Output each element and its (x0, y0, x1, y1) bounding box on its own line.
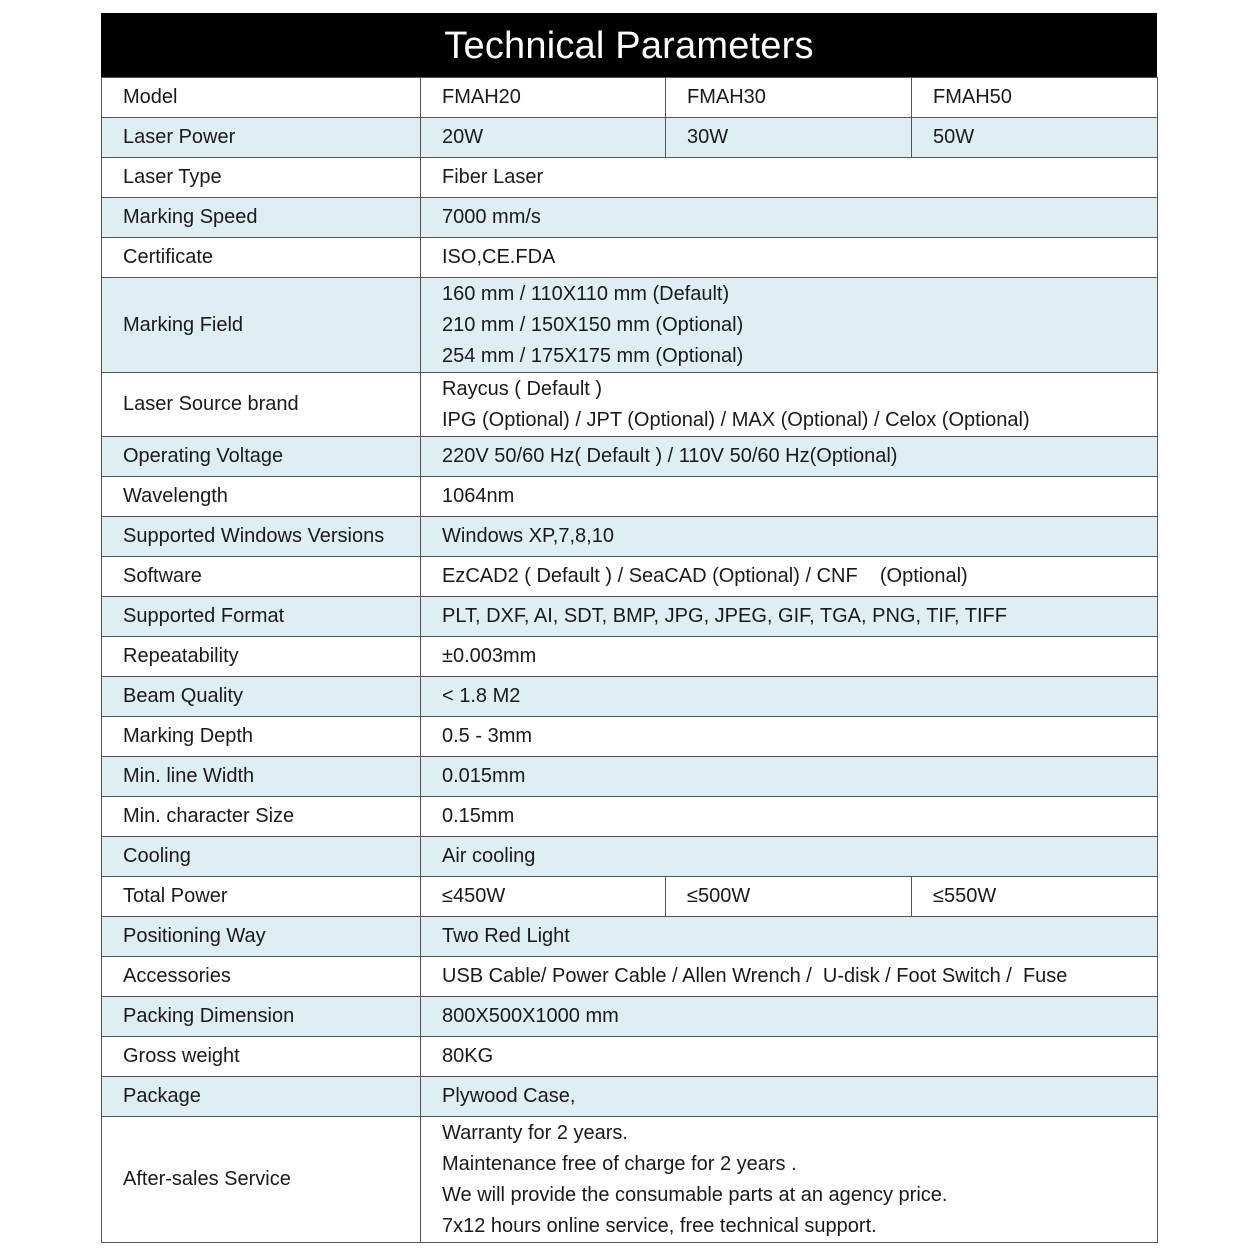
table-row (102, 837, 1158, 877)
row-value-multiline (421, 1117, 1158, 1243)
table-row (102, 957, 1158, 997)
table-row (102, 677, 1158, 717)
row-label: Marking Field (102, 278, 421, 373)
table-row (102, 1117, 1158, 1243)
table-row (102, 78, 1158, 118)
spec-sheet (101, 13, 1157, 1243)
row-label: Min. character Size (102, 797, 421, 837)
table-row (102, 118, 1158, 158)
value-line: 254 mm / 175X175 mm (Optional) (442, 344, 744, 367)
total-power-cell: ≤500W (666, 877, 912, 917)
row-label: Packing Dimension (102, 997, 421, 1037)
row-label: Wavelength (102, 477, 421, 517)
row-value: 0.015mm (421, 757, 1158, 797)
row-value: 220V 50/60 Hz( Default ) / 110V 50/60 Hz(Optional) (421, 437, 1158, 477)
table-row (102, 198, 1158, 238)
value-line: Warranty for 2 years. (442, 1121, 628, 1144)
row-label: Software (102, 557, 421, 597)
row-value: Two Red Light (421, 917, 1158, 957)
laser-power-cell: 30W (666, 118, 912, 158)
row-label: Model (102, 78, 421, 118)
table-row (102, 877, 1158, 917)
row-label: Gross weight (102, 1037, 421, 1077)
row-label: Cooling (102, 837, 421, 877)
table-row (102, 238, 1158, 278)
spec-table (101, 77, 1158, 1243)
row-label: Operating Voltage (102, 437, 421, 477)
row-value-multiline (421, 373, 1158, 437)
row-value: 800X500X1000 mm (421, 997, 1158, 1037)
table-row (102, 797, 1158, 837)
table-row (102, 717, 1158, 757)
row-value: PLT, DXF, AI, SDT, BMP, JPG, JPEG, GIF, TGA, PNG, TIF, TIFF (421, 597, 1158, 637)
laser-power-cell: 20W (421, 118, 666, 158)
table-row (102, 437, 1158, 477)
total-power-cell: ≤450W (421, 877, 666, 917)
table-row (102, 477, 1158, 517)
row-value: < 1.8 M2 (421, 677, 1158, 717)
row-label: Supported Windows Versions (102, 517, 421, 557)
row-label: Package (102, 1077, 421, 1117)
model-cell: FMAH50 (912, 78, 1158, 118)
row-value-multiline (421, 278, 1158, 373)
row-value: 7000 mm/s (421, 198, 1158, 238)
row-label: Beam Quality (102, 677, 421, 717)
table-row (102, 757, 1158, 797)
row-label: Marking Depth (102, 717, 421, 757)
row-label: Accessories (102, 957, 421, 997)
row-value: Windows XP,7,8,10 (421, 517, 1158, 557)
laser-power-cell: 50W (912, 118, 1158, 158)
row-label: Laser Source brand (102, 373, 421, 437)
value-line: We will provide the consumable parts at an agency price. (442, 1183, 948, 1206)
table-row (102, 373, 1158, 437)
row-label: Repeatability (102, 637, 421, 677)
table-row (102, 1077, 1158, 1117)
table-row (102, 997, 1158, 1037)
row-value: 0.15mm (421, 797, 1158, 837)
row-label: Supported Format (102, 597, 421, 637)
row-label: Min. line Width (102, 757, 421, 797)
row-label: Laser Type (102, 158, 421, 198)
row-value: ISO,CE.FDA (421, 238, 1158, 278)
table-row (102, 557, 1158, 597)
model-cell: FMAH30 (666, 78, 912, 118)
row-value: EzCAD2 ( Default ) / SeaCAD (Optional) / CNF (Optional) (421, 557, 1158, 597)
total-power-cell: ≤550W (912, 877, 1158, 917)
row-value: 1064nm (421, 477, 1158, 517)
row-label: Positioning Way (102, 917, 421, 957)
table-row (102, 278, 1158, 373)
table-row (102, 517, 1158, 557)
table-row (102, 917, 1158, 957)
row-value: 80KG (421, 1037, 1158, 1077)
table-row (102, 597, 1158, 637)
table-title: Technical Parameters (101, 13, 1157, 77)
value-line: 160 mm / 110X110 mm (Default) (442, 282, 730, 305)
row-label: After-sales Service (102, 1117, 421, 1243)
row-value: Fiber Laser (421, 158, 1158, 198)
table-row (102, 1037, 1158, 1077)
row-value: USB Cable/ Power Cable / Allen Wrench / U-disk / Foot Switch / Fuse (421, 957, 1158, 997)
row-label: Marking Speed (102, 198, 421, 238)
value-line: 210 mm / 150X150 mm (Optional) (442, 313, 744, 336)
row-label: Total Power (102, 877, 421, 917)
table-row (102, 158, 1158, 198)
table-row (102, 637, 1158, 677)
row-value: ±0.003mm (421, 637, 1158, 677)
row-value: Air cooling (421, 837, 1158, 877)
row-value: Plywood Case, (421, 1077, 1158, 1117)
row-label: Certificate (102, 238, 421, 278)
value-line: Raycus ( Default ) (442, 377, 603, 400)
row-value: 0.5 - 3mm (421, 717, 1158, 757)
model-cell: FMAH20 (421, 78, 666, 118)
value-line: 7x12 hours online service, free technical support. (442, 1214, 877, 1237)
value-line: Maintenance free of charge for 2 years . (442, 1152, 797, 1175)
value-line: IPG (Optional) / JPT (Optional) / MAX (Optional) / Celox (Optional) (442, 408, 1030, 431)
row-label: Laser Power (102, 118, 421, 158)
